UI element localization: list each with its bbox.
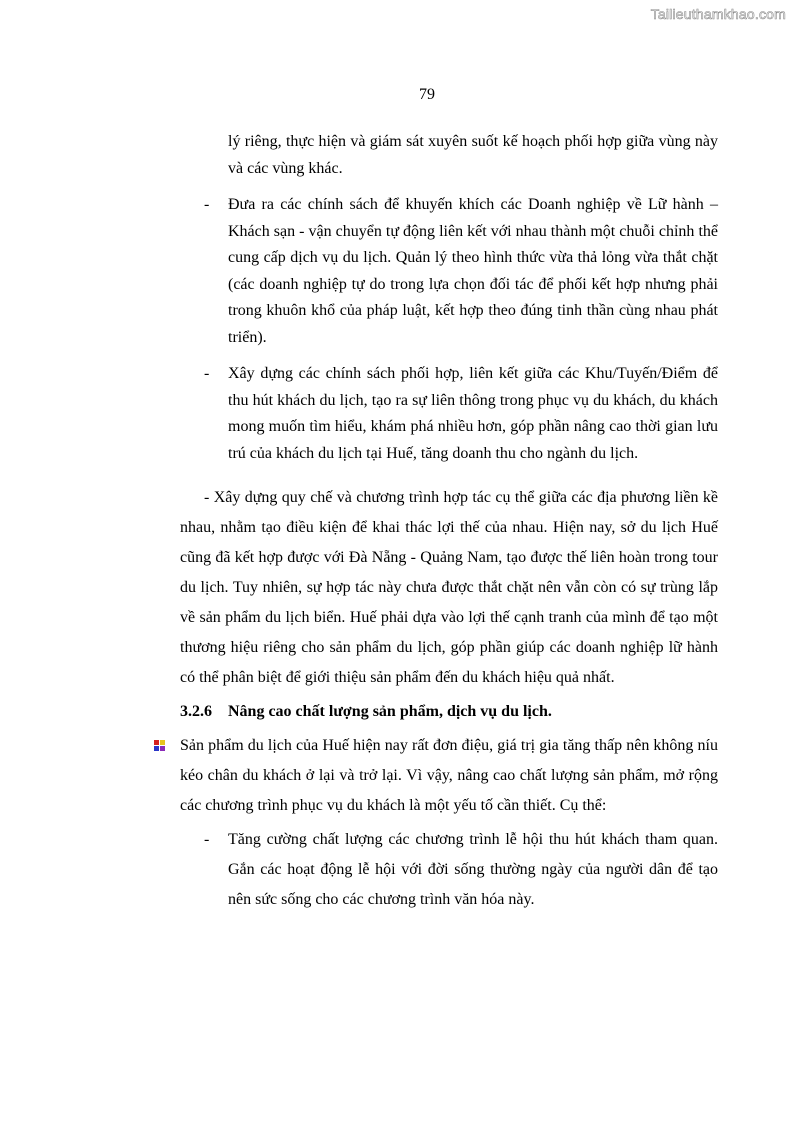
- bullet-item: [180, 361, 718, 467]
- bullet-text: Đưa ra các chính sách để khuyến khích các Doanh nghiệp về Lữ hành – Khách sạn - vận chuyển tự động liên kết với nhau thành một chuỗi chỉnh thể cung cấp dịch vụ du lịch. Quản lý theo hình thức vừa thả lỏng vừa thắt chặt (các doanh nghiệp tự do trong lựa chọn đối tác để phối kết hợp nhưng phải trong khuôn khổ của pháp luật, kết hợp theo đúng tinh thần cùng nhau phát triển).: [228, 196, 718, 346]
- flag-bullet-paragraph: [180, 731, 718, 821]
- section-heading: [180, 697, 718, 727]
- bullet-dash: -: [204, 831, 210, 848]
- bullet-dash: -: [204, 365, 210, 382]
- page-number: 79: [419, 86, 435, 103]
- bullet-dash: -: [204, 196, 210, 213]
- cooperation-paragraph: - Xây dựng quy chế và chương trình hợp tác cụ thể giữa các địa phương liền kề nhau, nhằm tạo điều kiện để khai thác lợi thế của nhau. Hiện nay, sở du lịch Huế cũng đã kết hợp được với Đà Nẵng - Quảng Nam, tạo được thế liên hoàn trong tour du lịch. Tuy nhiên, sự hợp tác này chưa được thắt chặt nên vẫn còn có sự trùng lắp về sản phẩm du lịch biển. Huế phải dựa vào lợi thế cạnh tranh của mình để tạo một thương hiệu riêng cho sản phẩm du lịch, góp phần giúp các doanh nghiệp lữ hành có thể phân biệt để giới thiệu sản phẩm đến du khách hiệu quả nhất.: [180, 489, 718, 686]
- watermark: Tailieuthamkhao.com: [650, 6, 786, 22]
- page-body: [180, 129, 718, 925]
- bullet-text: Xây dựng các chính sách phối hợp, liên kết giữa các Khu/Tuyến/Điểm để thu hút khách du lịch, tạo ra sự liên thông trong phục vụ du khách, du khách mong muốn tìm hiểu, khám phá nhiều hơn, góp phần nâng cao thời gian lưu trú của khách du lịch tại Huế, tăng doanh thu cho ngành du lịch.: [228, 365, 718, 462]
- continuation-paragraph: lý riêng, thực hiện và giám sát xuyên suốt kế hoạch phối hợp giữa vùng này và các vùng khác.: [228, 133, 718, 177]
- bullet-text: Tăng cường chất lượng các chương trình lễ hội thu hút khách tham quan. Gắn các hoạt động lễ hội với đời sống thường ngày của người dân để tạo nên sức sống cho các chương trình văn hóa này.: [228, 831, 718, 908]
- bullet-item: [180, 825, 718, 915]
- section-title: Nâng cao chất lượng sản phẩm, dịch vụ du lịch.: [228, 703, 552, 720]
- section-number: 3.2.6: [180, 703, 212, 720]
- flag-bullet-icon: [154, 740, 166, 752]
- flag-paragraph-text: Sản phẩm du lịch của Huế hiện nay rất đơn điệu, giá trị gia tăng thấp nên không níu kéo chân du khách ở lại và trở lại. Vì vậy, nâng cao chất lượng sản phẩm, mở rộng các chương trình phục vụ du khách là một yếu tố cần thiết. Cụ thể:: [180, 737, 718, 814]
- bullet-item: [180, 192, 718, 351]
